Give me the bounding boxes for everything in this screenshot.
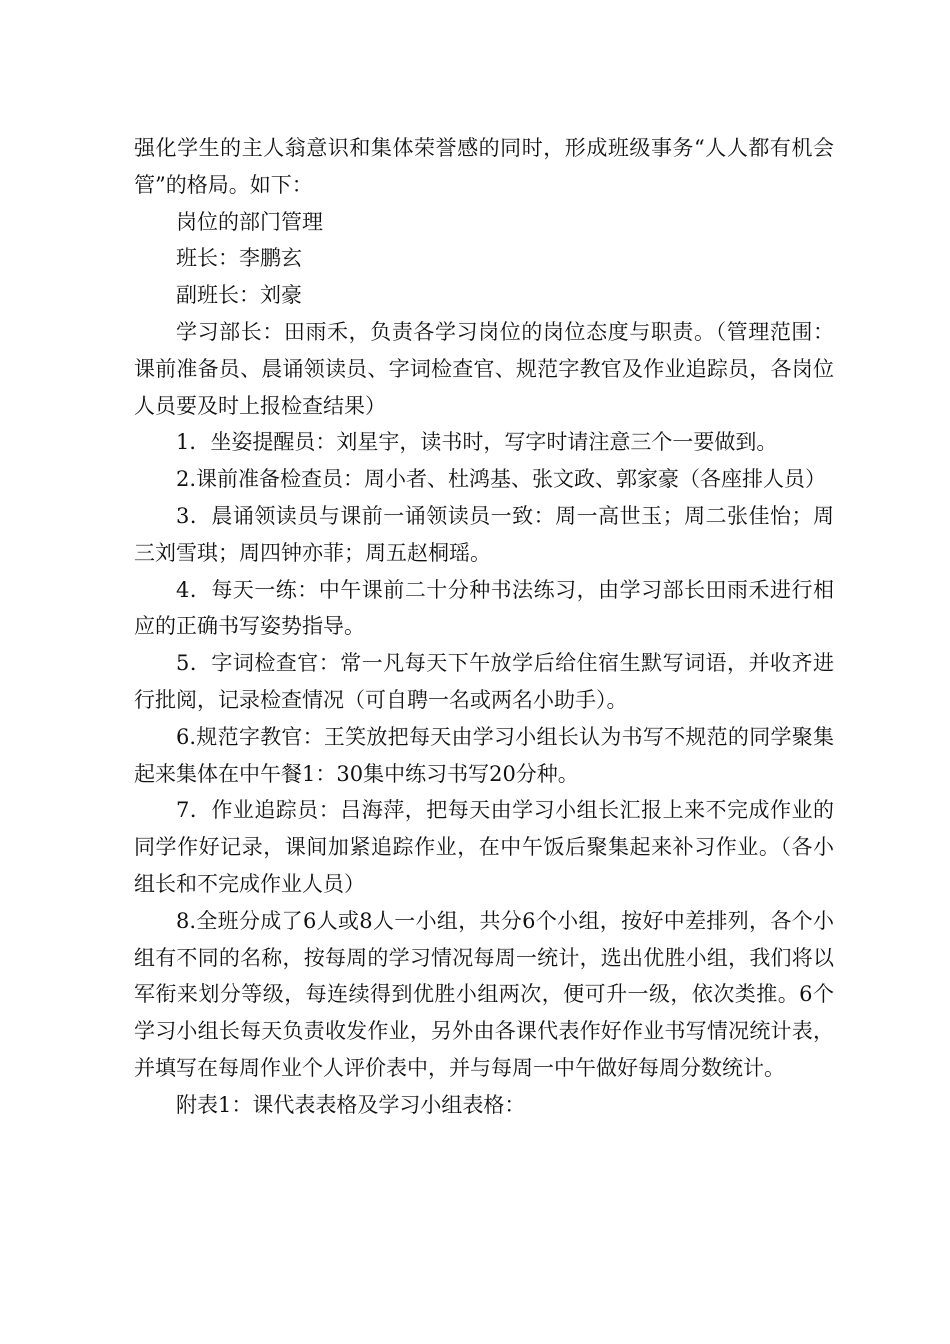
paragraph-item-1: 1．坐姿提醒员：刘星宇，读书时，写字时请注意三个一要做到。: [176, 430, 778, 455]
paragraph-item-7: 7．作业追踪员：吕海萍，把每天由学习小组长汇报上来不完成作业的同学作好记录，课间加紧追踪作业，在中午饭后聚集起来补习作业。（各小组长和不完成作业人员）: [134, 798, 834, 896]
paragraph-item-6: 6.规范字教官：王笑放把每天由学习小组长认为书写不规范的同学聚集起来集体在中午餐1：30集中练习书写20分种。: [134, 724, 834, 786]
paragraph-heading-department: 岗位的部门管理: [176, 209, 323, 234]
paragraph-item-5: 5．字词检查官：常一凡每天下午放学后给住宿生默写词语，并收齐进行批阅，记录检查情况（可自聘一名或两名小助手）。: [134, 651, 834, 712]
paragraph-item-3: 3．晨诵领读员与课前一诵领读员一致：周一高世玉；周二张佳怡；周三刘雪琪；周四钟亦菲；周五赵桐瑶。: [134, 503, 834, 565]
paragraph-item-8: 8.全班分成了6人或8人一小组，共分6个小组，按好中差排列，各个小组有不同的名称，按每周的学习情况每周一统计，选出优胜小组，我们将以军衔来划分等级，每连续得到优胜小组两次，便可升一级，依次类推。6个学习小组长每天负责收发作业，另外由各课代表作好作业书写情况统计表，并填写在每周作业个人评价表中，并与每周一中午做好每周分数统计。: [134, 908, 834, 1080]
paragraph-vice-monitor: 副班长：刘豪: [176, 283, 302, 308]
paragraph-study-minister: 学习部长：田雨禾，负责各学习岗位的岗位态度与职责。（管理范围：课前准备员、晨诵领读员、字词检查官、规范字教官及作业追踪员，各岗位人员要及时上报检查结果）: [134, 319, 834, 418]
paragraph-item-2: 2.课前准备检查员：周小者、杜鸿基、张文政、郭家豪（各座排人员）: [176, 467, 827, 492]
paragraph-appendix: 附表1：课代表表格及学习小组表格：: [176, 1092, 526, 1117]
paragraph-item-4: 4．每天一练：中午课前二十分种书法练习，由学习部长田雨禾进行相应的正确书写姿势指导。: [134, 577, 834, 639]
paragraph-monitor: 班长：李鹏玄: [176, 246, 302, 271]
document-page: [134, 130, 834, 1124]
paragraph-intro: 强化学生的主人翁意识和集体荣誉感的同时，形成班级事务“人人都有机会管”的格局。如下：: [134, 136, 834, 197]
